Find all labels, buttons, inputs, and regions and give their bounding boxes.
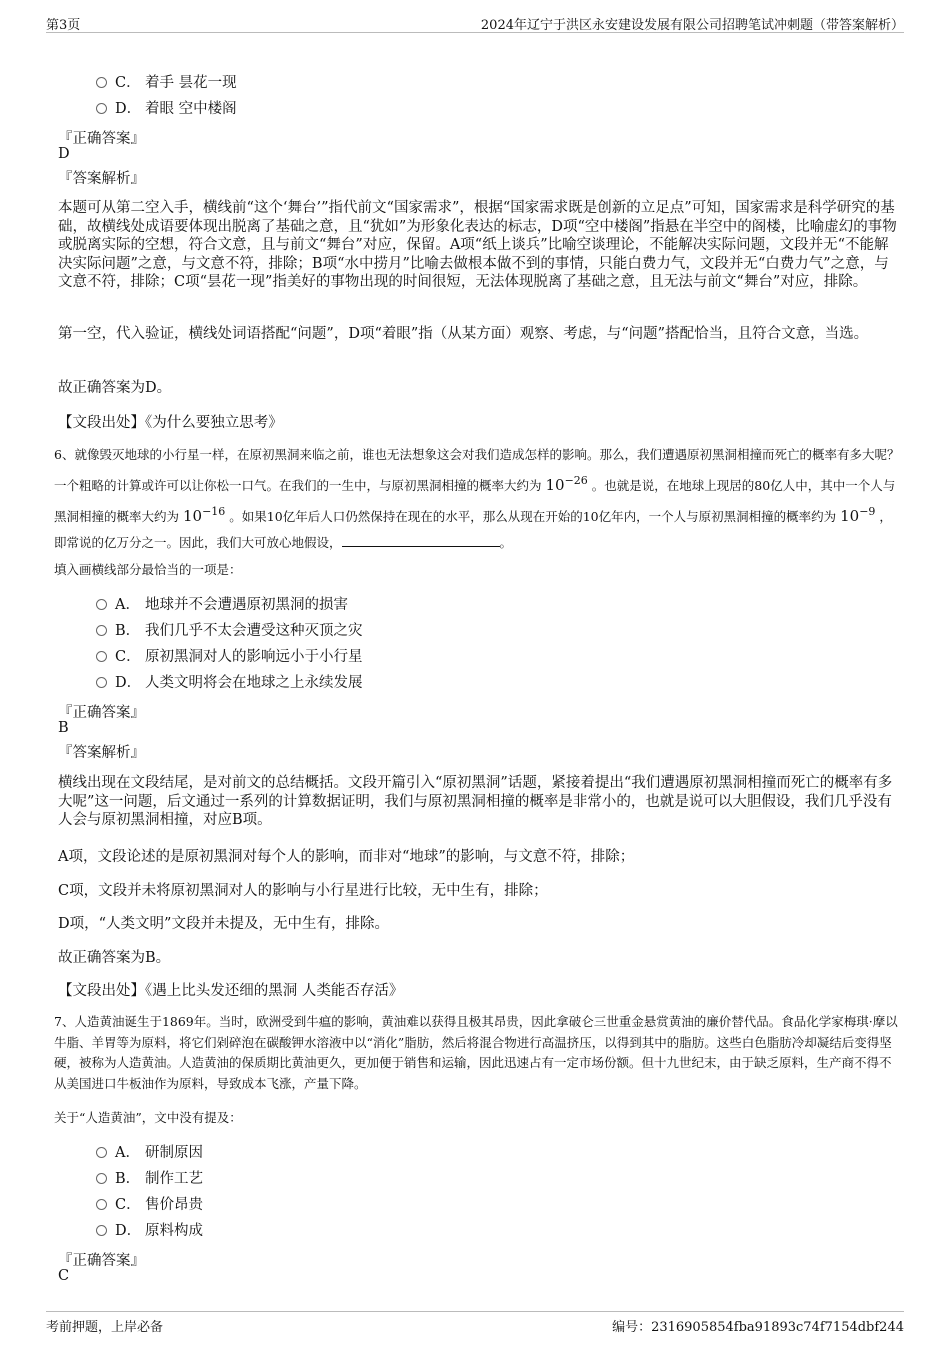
document-id: 编号：2316905854fba91893c74f7154dbf244 (612, 1320, 904, 1335)
fill-blank (342, 534, 500, 547)
q6-analysis-label: 『答案解析』 (58, 745, 145, 761)
radio-icon[interactable] (96, 77, 107, 88)
q6-option-b[interactable]: B． 我们几乎不太会遭受这种灭顶之灾 (96, 621, 363, 641)
q6-source: 【文段出处】《遇上比头发还细的黑洞 人类能否存活》 (58, 983, 404, 999)
q5-analysis-paragraph-1: 本题可从第二空入手，横线前“这个‘舞台’”指代前文“国家需求”，根据“国家需求既是创新的立足点”可知，国家需求是科学研究的基础，故横线处成语要体现出脱离了基础之意，且“犹如”为形象化表达的标志，D项“空中楼阁”指悬在半空中的阁楼，比喻虚幻的事物或脱离实际的空想，符合文意，且与前文“舞台”对应，保留。A项“纸上谈兵”比喻空谈理论，不能解决实际问题，文段并无“不能解决实际问题”之意，与文意不符，排除；B项“水中捞月”比喻去做根本做不到的事情，只能白费力气，文段并无“白费力气”之意，与文意不符，排除；C项“昙花一现”指美好的事物出现的时间很短，无法体现脱离了基础之意，且无法与前文“舞台”对应，排除。 (58, 200, 897, 290)
q6-option-c[interactable]: C． 原初黑洞对人的影响远小于小行星 (96, 647, 363, 667)
q6-conclusion: 故正确答案为B。 (58, 950, 171, 966)
power-expression: $10^{-9}$ (840, 505, 876, 525)
q6-analysis-c: C项，文段并未将原初黑洞对人的影响与小行星进行比较，无中生有，排除； (58, 883, 548, 899)
q7-prompt: 关于“人造黄油”，文中没有提及： (54, 1110, 242, 1125)
q5-option-c[interactable]: C． 着手 昙花一现 (96, 73, 237, 93)
q6-option-d[interactable]: D． 人类文明将会在地球之上永续发展 (96, 673, 363, 693)
footer-slogan: 考前押题，上岸必备 (46, 1320, 164, 1335)
q5-conclusion: 故正确答案为D。 (58, 380, 172, 396)
q5-option-d[interactable]: D． 着眼 空中楼阁 (96, 99, 237, 119)
q7-option-a[interactable]: A． 研制原因 (96, 1143, 203, 1163)
q7-answer: C (58, 1268, 70, 1284)
q5-answer-label: 『正确答案』 (58, 131, 145, 147)
page-footer (46, 1311, 904, 1334)
radio-icon[interactable] (96, 625, 107, 636)
q5-analysis-paragraph-2: 第一空，代入验证，横线处词语搭配“问题”，D项“着眼”指（从某方面）观察、考虑，与“问题”搭配恰当，且符合文意，当选。 (58, 326, 869, 342)
radio-icon[interactable] (96, 677, 107, 688)
q6-stem: 6、就像毁灭地球的小行星一样，在原初黑洞来临之前，谁也无法想象这会对我们造成怎样的影响。那么，我们遭遇原初黑洞相撞而死亡的概率有多大呢？一个粗略的计算或许可以让你松一口气。在我们的一生中，与原初黑洞相撞的概率大约为 $10^{-26}$ 。也就是说，在地球上现居的80亿人中，其中一个人与黑洞相撞的概率大约为 $10^{-16}$ 。如果10亿年后人口仍然保持在现在的水平，那么从现在开始的10亿年内，一个人与原初黑洞相撞的概率约为 $10^{-9}$ ，即常说的亿万分之一。因此，我们大可放心地假设， 。 (54, 447, 900, 550)
q6-answer-label: 『正确答案』 (58, 705, 145, 721)
q6-prompt: 填入画横线部分最恰当的一项是： (54, 562, 242, 577)
q7-stem: 7、人造黄油诞生于1869年。当时，欧洲受到牛瘟的影响，黄油难以获得且极其昂贵，因此拿破仑三世重金悬赏黄油的廉价替代品。食品化学家梅琪·摩以牛脂、羊胃等为原料，将它们剁碎泡在碳酸钾水溶液中以“消化”脂肪，然后将混合物进行高温挤压，以得到其中的脂肪。这些白色脂肪冷却凝结后变得坚硬，被称为人造黄油。人造黄油的保质期比黄油更久，更加便于销售和运输，因此迅速占有一定市场份额。但十九世纪末，由于缺乏原料，生产商不得不从美国进口牛板油作为原料，导致成本飞涨，产量下降。 (54, 1014, 898, 1091)
q7-answer-label: 『正确答案』 (58, 1253, 145, 1269)
radio-icon[interactable] (96, 1225, 107, 1236)
q6-analysis-a: A项，文段论述的是原初黑洞对每个人的影响，而非对“地球”的影响，与文意不符，排除； (58, 849, 635, 865)
radio-icon[interactable] (96, 1173, 107, 1184)
q5-source: 【文段出处】《为什么要独立思考》 (58, 415, 283, 431)
radio-icon[interactable] (96, 651, 107, 662)
q7-option-c[interactable]: C． 售价昂贵 (96, 1195, 203, 1215)
power-expression: $10^{-26}$ (545, 474, 588, 494)
q5-analysis-label: 『答案解析』 (58, 171, 145, 187)
q6-answer: B (58, 720, 69, 736)
radio-icon[interactable] (96, 1199, 107, 1210)
q6-analysis-d: D项，“人类文明”文段并未提及，无中生有，排除。 (58, 916, 389, 932)
page-header (46, 12, 904, 33)
q6-analysis-paragraph-1: 横线出现在文段结尾，是对前文的总结概括。文段开篇引入“原初黑洞”话题，紧接着提出“我们遭遇原初黑洞相撞而死亡的概率有多大呢”这一问题，后文通过一系列的计算数据证明，我们与原初黑洞相撞的概率是非常小的，也就是说可以大胆假设，我们几乎没有人会与原初黑洞相撞，对应B项。 (58, 775, 893, 828)
q5-answer: D (58, 146, 70, 162)
radio-icon[interactable] (96, 103, 107, 114)
q7-option-d[interactable]: D． 原料构成 (96, 1221, 203, 1241)
page-number: 第3页 (46, 18, 81, 33)
q6-option-a[interactable]: A． 地球并不会遭遇原初黑洞的损害 (96, 595, 348, 615)
radio-icon[interactable] (96, 599, 107, 610)
q7-option-b[interactable]: B． 制作工艺 (96, 1169, 203, 1189)
radio-icon[interactable] (96, 1147, 107, 1158)
power-expression: $10^{-16}$ (183, 505, 226, 525)
document-title: 2024年辽宁于洪区永安建设发展有限公司招聘笔试冲刺题（带答案解析） (480, 18, 904, 33)
